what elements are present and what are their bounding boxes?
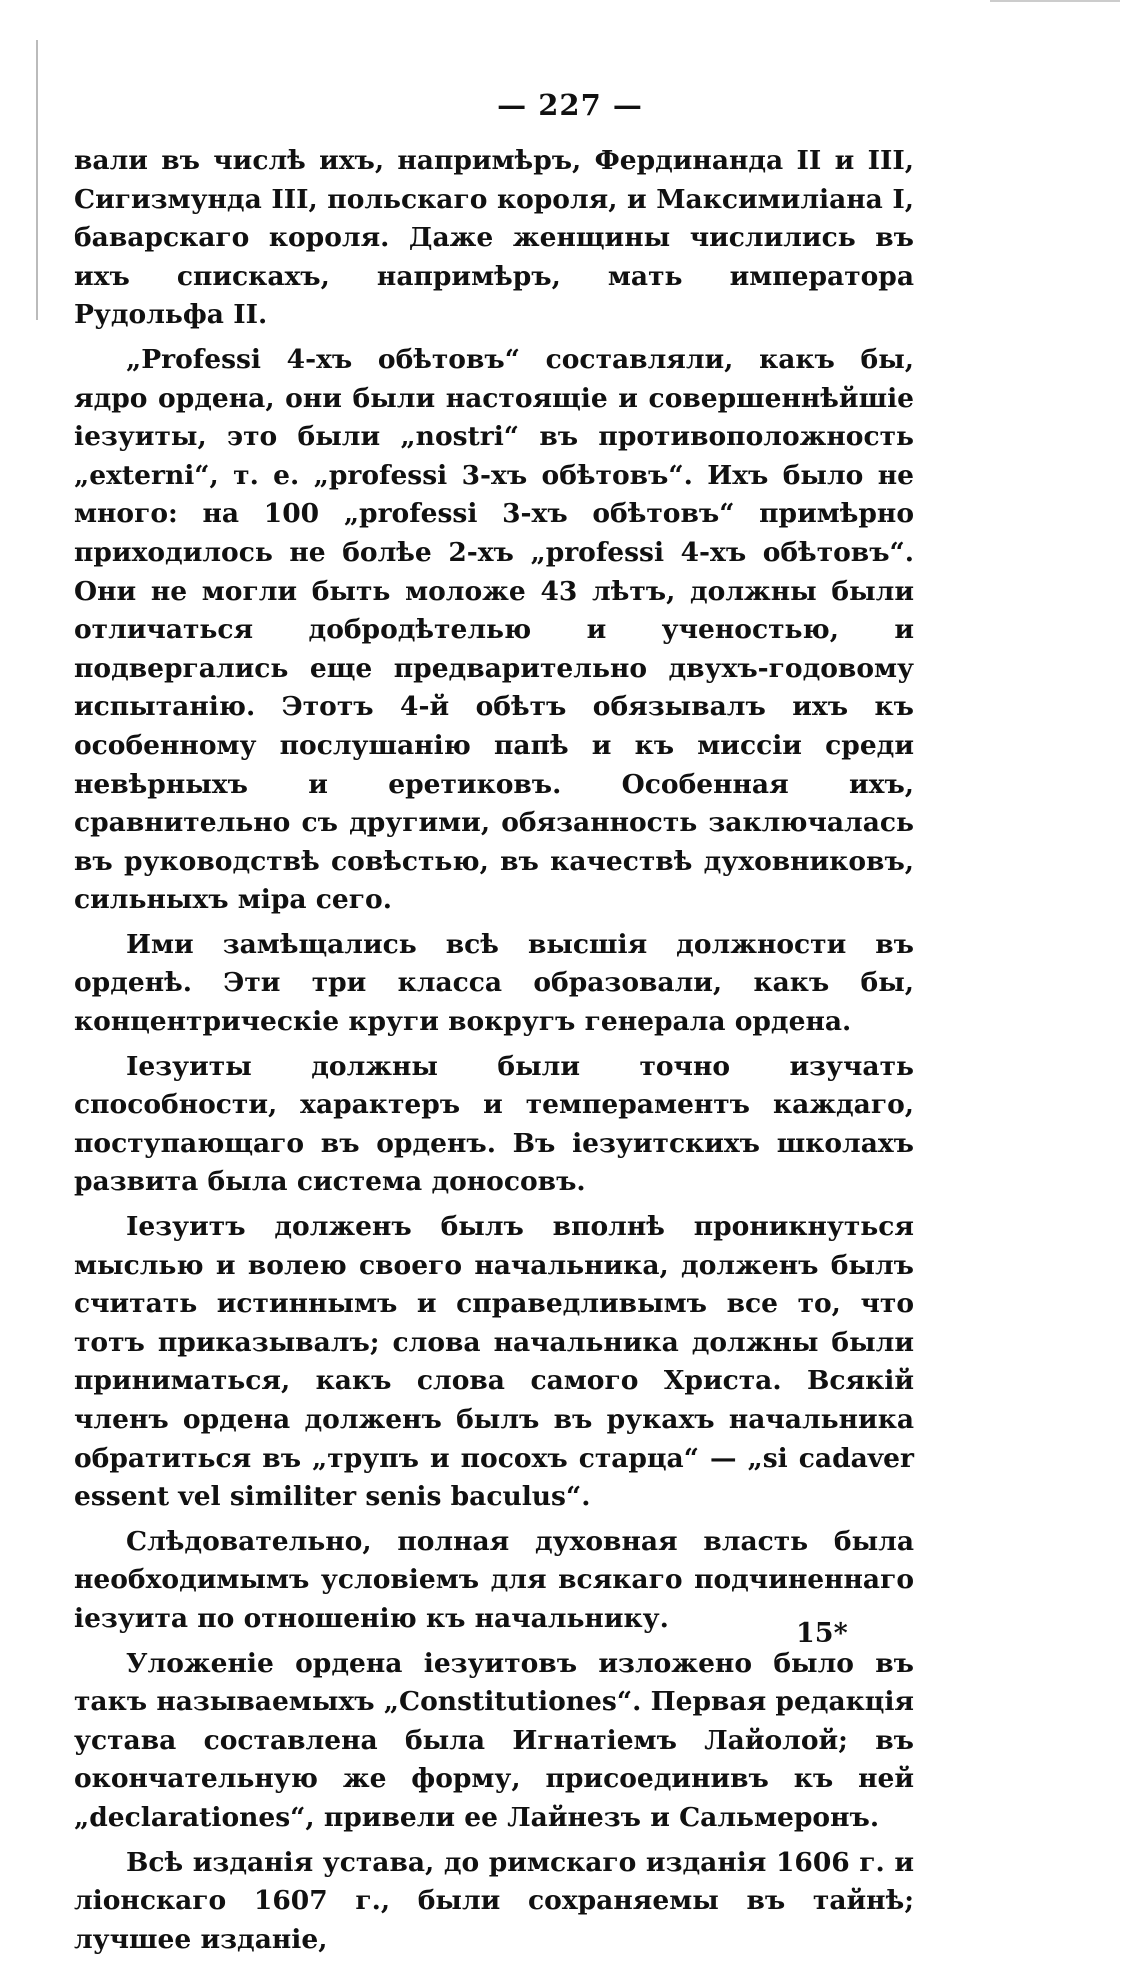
paragraph-1: вали въ числѣ ихъ, напримѣръ, Фердинанда II и III, Сигизмунда III, польскаго короля, и Максимиліана I, баварскаго короля. Даже женщины числились въ ихъ спискахъ, напримѣръ, мать императора Рудольфа II. bbox=[74, 145, 914, 331]
signature-mark: 15* bbox=[796, 1618, 848, 1649]
scan-margin-line bbox=[36, 40, 38, 320]
page-number: — 227 — bbox=[497, 88, 643, 122]
paragraph-5: Іезуитъ долженъ былъ вполнѣ проникнуться мыслью и волею своего начальника, долженъ былъ считать истиннымъ и справедливымъ все то, что тотъ приказывалъ; слова начальника должны были приниматься, какъ слова самого Христа. Всякій членъ ордена долженъ былъ въ рукахъ начальника обратиться въ „трупъ и посохъ старца“ — „si cadaver essent vel similiter senis baculus“. bbox=[74, 1211, 914, 1513]
paragraph-3: Ими замѣщались всѣ высшія должности въ орденѣ. Эти три класса образовали, какъ бы, концентрическіе круги вокругъ генерала ордена. bbox=[74, 928, 914, 1038]
paragraph-7: Уложеніе ордена іезуитовъ изложено было въ такъ называемыхъ „Constitutiones“. Первая редакція устава составлена была Игнатіемъ Лайолой; въ окончательную же форму, присоединивъ къ ней „declarationes“, привели ее Лайнезъ и Сальмеронъ. bbox=[74, 1647, 914, 1833]
paragraph-2: „Professi 4-хъ обѣтовъ“ составляли, какъ бы, ядро ордена, они были настоящіе и совершеннѣйшіе іезуиты, это были „nostri“ въ противоположность „externi“, т. е. „professi 3-хъ обѣтовъ“. Ихъ было не много: на 100 „professi 3-хъ обѣтовъ“ примѣрно приходилось не болѣе 2-хъ „professi 4-хъ обѣтовъ“. Они не могли быть моложе 43 лѣтъ, должны были отличаться добродѣтелью и ученостью, и подвергались еще предварительно двухъ-годовому испытанію. Этотъ 4-й обѣтъ обязывалъ ихъ къ особенному послушанію папѣ и къ миссіи среди невѣрныхъ и еретиковъ. Особенная ихъ, сравнительно съ другими, обязанность заключалась въ руководствѣ совѣстью, въ качествѣ духовниковъ, сильныхъ міра сего. bbox=[74, 343, 914, 916]
paragraph-8: Всѣ изданія устава, до римскаго изданія 1606 г. и ліонскаго 1607 г., были сохраняемы въ тайнѣ; лучшее изданіе, bbox=[74, 1846, 914, 1955]
paragraph-6: Слѣдовательно, полная духовная власть была необходимымъ условіемъ для всякаго подчиненнаго іезуита по отношенію къ начальнику. bbox=[74, 1525, 914, 1634]
paragraph-4: Іезуиты должны были точно изучать способности, характеръ и темпераментъ каждаго, поступающаго въ орденъ. Въ іезуитскихъ школахъ развита была система доносовъ. bbox=[74, 1050, 914, 1198]
scan-edge-line bbox=[990, 0, 1120, 2]
body-text bbox=[74, 142, 914, 1965]
